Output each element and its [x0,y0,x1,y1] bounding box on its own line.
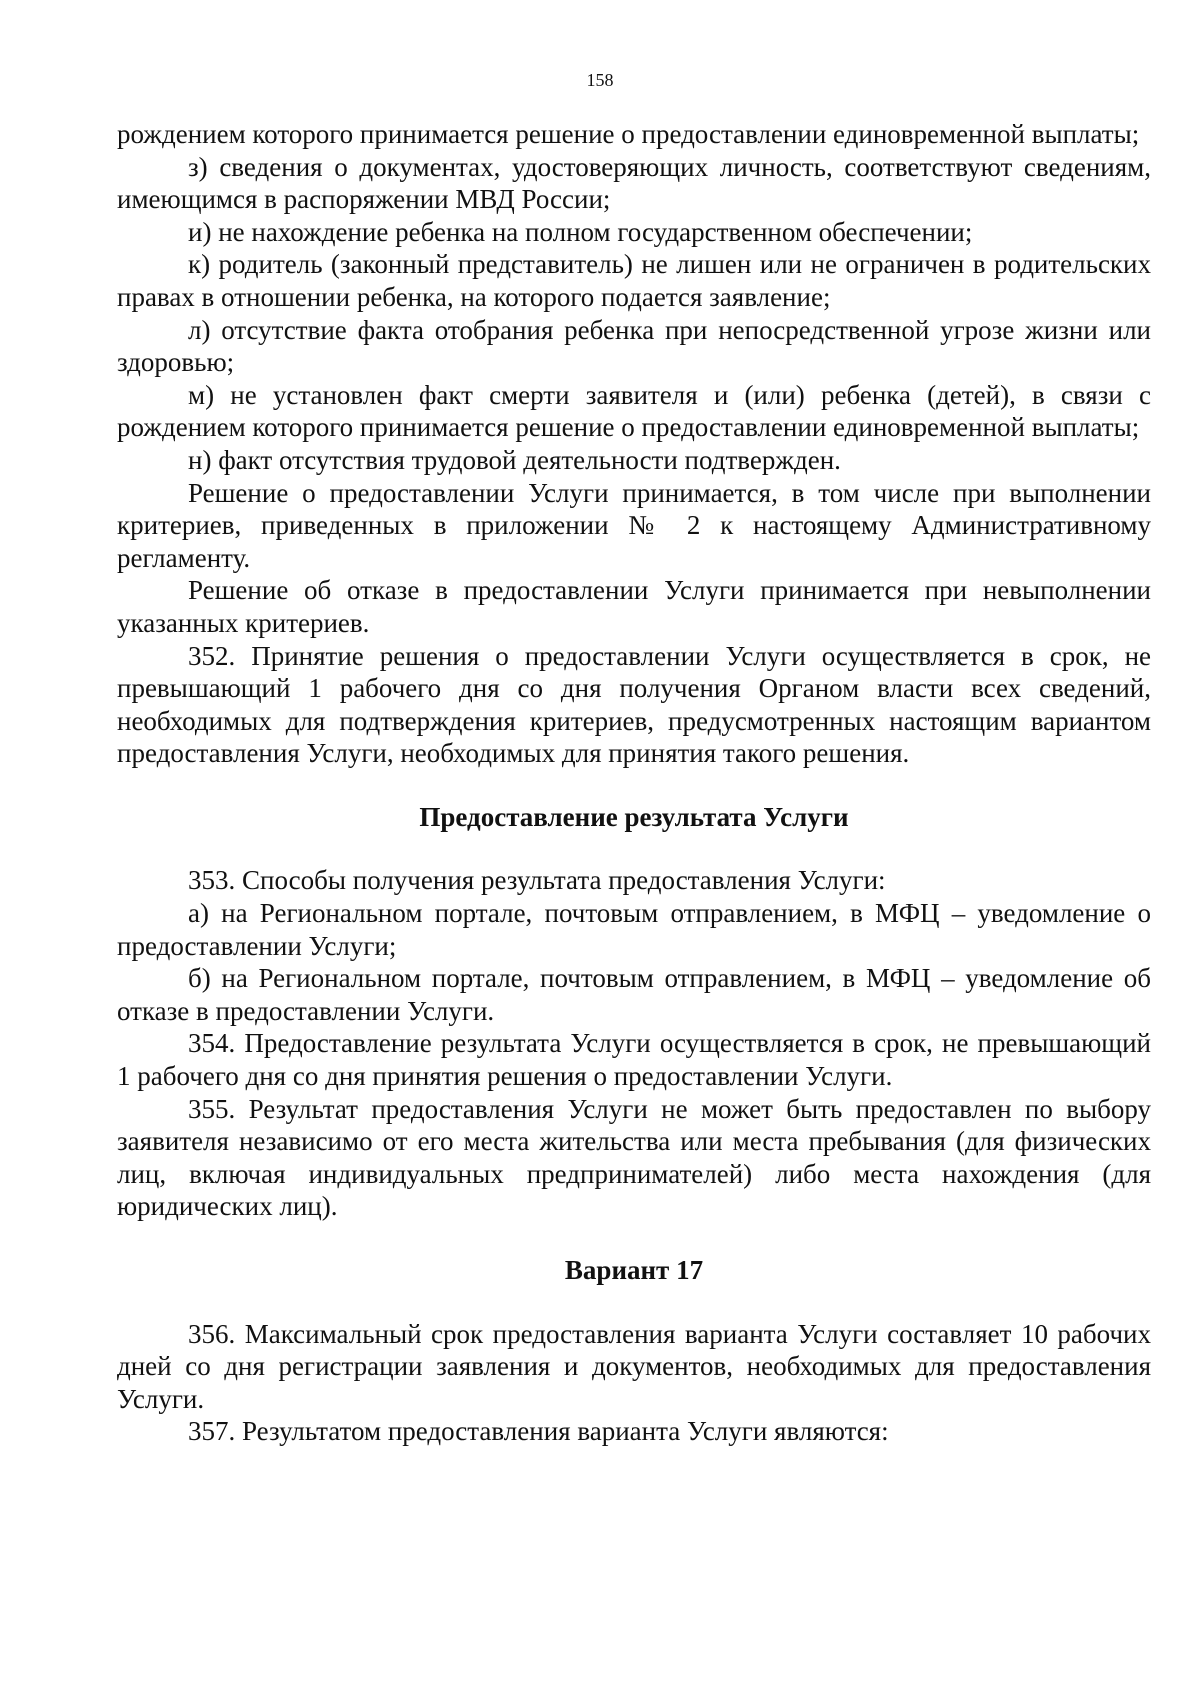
paragraph-352: 352. Принятие решения о предоставлении Услуги осуществляется в срок, не превышающий 1 рабочего дня со дня получения Органом власти всех сведений, необходимых для подтверждения критериев, предусмотренных настоящим вариантом предоставления Услуги, необходимых для принятия такого решения. [117,640,1151,769]
list-item-m: м) не установлен факт смерти заявителя и (или) ребенка (детей), в связи с рождением которого принимается решение о предоставлении единовременной выплаты; [117,379,1151,443]
paragraph-355: 355. Результат предоставления Услуги не может быть предоставлен по выбору заявителя независимо от его места жительства или места пребывания (для физических лиц, включая индивидуальных предпринимателей) либо места нахождения (для юридических лиц). [117,1093,1151,1222]
paragraph-354: 354. Предоставление результата Услуги осуществляется в срок, не превышающий 1 рабочего дня со дня принятия решения о предоставлении Услуги. [117,1028,1151,1092]
list-item-l: л) отсутствие факта отобрания ребенка при непосредственной угрозе жизни или здоровью; [117,314,1151,378]
list-item-a: а) на Региональном портале, почтовым отправлением, в МФЦ – уведомление о предоставлении Услуги; [117,898,1151,961]
section-heading-variant: Вариант 17 [564,1255,704,1285]
paragraph-decision-refusal: Решение об отказе в предоставлении Услуги принимается при невыполнении указанных критериев. [117,575,1151,638]
list-item-i: и) не нахождение ребенка на полном государственном обеспечении; [188,216,973,247]
paragraph-353: 353. Способы получения результата предоставления Услуги: [188,865,886,896]
list-item-z: з) сведения о документах, удостоверяющих личность, соответствуют сведениям, имеющимся в распоряжении МВД России; [117,151,1151,215]
list-item-k: к) родитель (законный представитель) не лишен или не ограничен в родительских правах в отношении ребенка, на которого подается заявление; [117,249,1151,312]
paragraph-356: 356. Максимальный срок предоставления варианта Услуги составляет 10 рабочих дней со дня регистрации заявления и документов, необходимых для предоставления Услуги. [117,1318,1151,1414]
list-item-n: н) факт отсутствия трудовой деятельности подтвержден. [188,444,841,475]
document-body [117,118,1151,1448]
paragraph-decision-grant: Решение о предоставлении Услуги принимается, в том числе при выполнении критериев, приведенных в приложении № 2 к настоящему Административному регламенту. [117,477,1151,573]
paragraph-continuation: рождением которого принимается решение о предоставлении единовременной выплаты; [117,119,1140,149]
list-item-b: б) на Региональном портале, почтовым отправлением, в МФЦ – уведомление об отказе в предоставлении Услуги. [117,963,1151,1026]
page-number: 158 [586,70,614,90]
section-heading-result: Предоставление результата Услуги [419,801,849,832]
paragraph-357: 357. Результатом предоставления варианта Услуги являются: [188,1416,889,1447]
